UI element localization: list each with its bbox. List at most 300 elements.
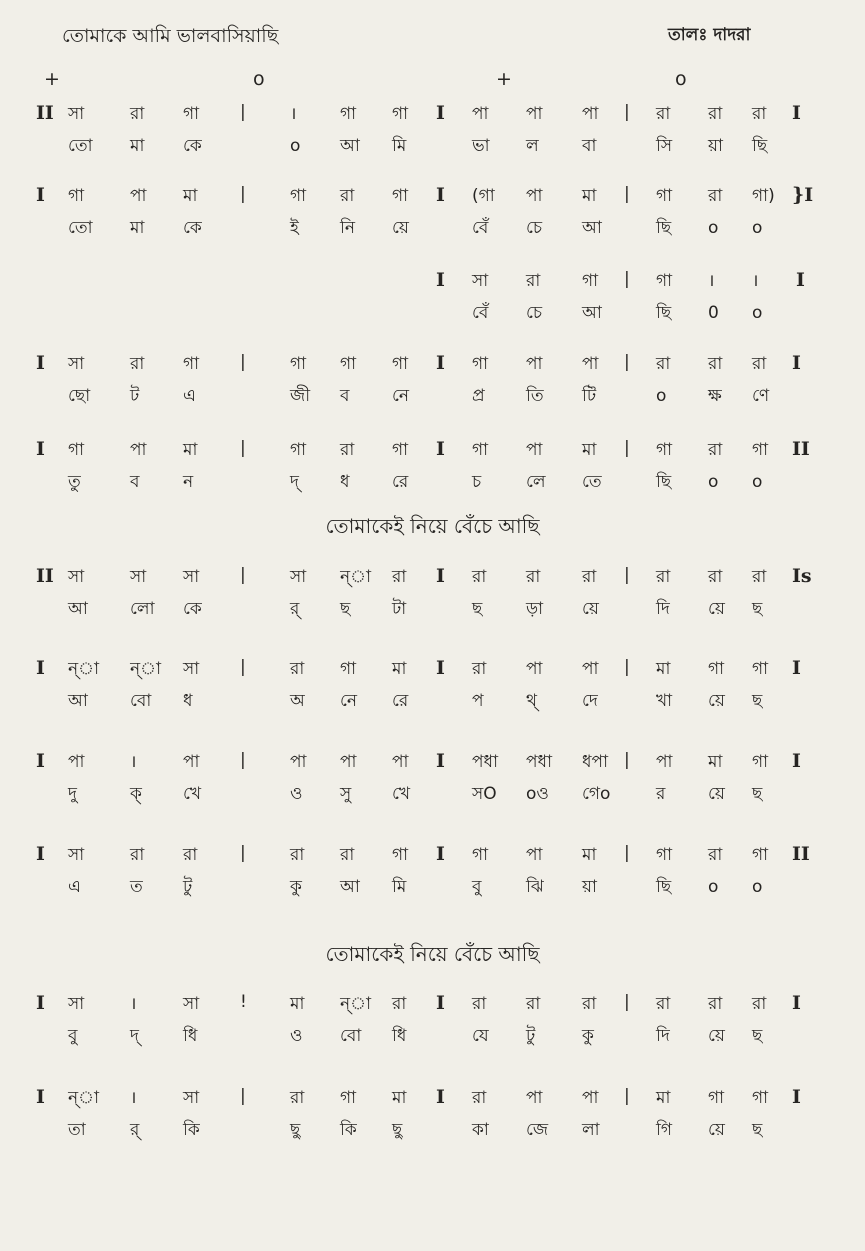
bar-line: | xyxy=(624,352,630,372)
swara-note: রা xyxy=(708,567,723,587)
lyric-syllable: চে xyxy=(526,303,543,323)
lyric-syllable: টি xyxy=(582,386,597,406)
lyric-syllable: র্ xyxy=(130,1120,140,1140)
notation-block xyxy=(0,267,865,357)
swara-note: মা xyxy=(656,1088,671,1108)
swara-note: গা xyxy=(392,440,409,460)
swara-note: গা xyxy=(68,440,85,460)
lyric-syllable: গি xyxy=(656,1120,673,1140)
lyric-syllable: তে xyxy=(582,472,602,492)
swara-note: সা xyxy=(183,1088,200,1108)
bar-line: I xyxy=(436,657,445,679)
lyric-syllable: o xyxy=(752,472,763,492)
lyric-syllable: নে xyxy=(392,386,410,406)
swara-note: মা xyxy=(582,186,597,206)
bar-line: I xyxy=(792,1086,801,1108)
swara-note: গা xyxy=(656,186,673,206)
lyric-syllable: ট xyxy=(130,386,140,406)
bar-line: | xyxy=(624,843,630,863)
lyric-syllable: চে xyxy=(526,218,543,238)
notation-block xyxy=(0,748,865,838)
swara-note: রা xyxy=(708,354,723,374)
lyric-syllable: য়ে xyxy=(708,784,725,804)
bar-line: | xyxy=(240,102,246,122)
lyric-syllable: o xyxy=(290,136,301,156)
lyric-syllable: দি xyxy=(656,599,670,619)
swara-note: গা xyxy=(392,186,409,206)
lyric-syllable: o xyxy=(656,386,667,406)
bar-line: | xyxy=(624,102,630,122)
swara-note: রা xyxy=(340,845,355,865)
swara-note: রা xyxy=(130,104,145,124)
lyric-syllable: তি xyxy=(526,386,544,406)
lyric-syllable: ছু xyxy=(290,1120,301,1140)
swara-note: মা xyxy=(582,440,597,460)
swara-note: রা xyxy=(656,104,671,124)
swara-note: ন্া xyxy=(340,994,371,1014)
swara-note: রা xyxy=(340,186,355,206)
swara-note: রা xyxy=(656,567,671,587)
notation-block xyxy=(0,350,865,440)
swara-note: রা xyxy=(130,845,145,865)
lyric-syllable: এ xyxy=(183,386,196,406)
swara-note: রা xyxy=(708,845,723,865)
lyric-syllable: আ xyxy=(582,303,602,323)
swara-note: সা xyxy=(68,104,85,124)
lyric-syllable: ছো xyxy=(68,386,91,406)
lyric-syllable: o xyxy=(708,877,719,897)
bar-line: I xyxy=(36,1086,45,1108)
swara-note: সা xyxy=(68,994,85,1014)
bar-line: II xyxy=(792,843,810,865)
notation-block xyxy=(0,182,865,272)
lyric-syllable: মি xyxy=(392,877,407,897)
bar-line: I xyxy=(796,269,805,291)
lyric-syllable: o xyxy=(752,877,763,897)
lyric-syllable: আ xyxy=(68,599,88,619)
swara-note: মা xyxy=(183,186,198,206)
swara-note: রা xyxy=(130,354,145,374)
swara-note: গা xyxy=(340,354,357,374)
lyric-syllable: ধি xyxy=(183,1026,198,1046)
lyric-syllable: কে xyxy=(183,599,202,619)
bar-line: I xyxy=(36,352,45,374)
bar-line: | xyxy=(240,438,246,458)
lyric-syllable: o xyxy=(752,218,763,238)
lyric-syllable: আ xyxy=(68,691,88,711)
swara-note: পা xyxy=(526,1088,543,1108)
swara-note: । xyxy=(130,994,137,1014)
lyric-syllable: আ xyxy=(340,877,360,897)
swara-note: গা xyxy=(290,354,307,374)
lyric-syllable: টু xyxy=(183,877,193,897)
lyric-syllable: য়ে xyxy=(708,691,725,711)
swara-note: রা xyxy=(392,994,407,1014)
swara-note: মা xyxy=(183,440,198,460)
lyric-syllable: য়া xyxy=(708,136,723,156)
lyric-syllable: জে xyxy=(526,1120,549,1140)
lyric-syllable: ত xyxy=(130,877,143,897)
swara-note: গা xyxy=(708,1088,725,1108)
swara-note: রা xyxy=(582,567,597,587)
swara-note: গা xyxy=(472,440,489,460)
lyric-syllable: কু xyxy=(582,1026,594,1046)
swara-note: গা xyxy=(68,186,85,206)
lyric-syllable: দ্ xyxy=(290,472,299,492)
swara-note: মা xyxy=(582,845,597,865)
swara-note: (গা xyxy=(472,186,495,206)
lyric-syllable: ছ xyxy=(752,691,763,711)
bar-line: | xyxy=(624,184,630,204)
lyric-syllable: সি xyxy=(656,136,673,156)
swara-note: গা xyxy=(472,845,489,865)
swara-note: পা xyxy=(582,659,599,679)
bar-line: | xyxy=(624,438,630,458)
swara-note: সা xyxy=(68,845,85,865)
lyric-syllable: ছ xyxy=(752,784,763,804)
swara-note: গা xyxy=(183,104,200,124)
swara-note: সা xyxy=(183,659,200,679)
swara-note: সা xyxy=(290,567,307,587)
lyric-syllable: আ xyxy=(340,136,360,156)
swara-note: রা xyxy=(526,271,541,291)
lyric-syllable: ধি xyxy=(392,1026,407,1046)
swara-note: রা xyxy=(582,994,597,1014)
bar-line: I xyxy=(792,657,801,679)
lyric-syllable: মা xyxy=(130,136,145,156)
swara-note: রা xyxy=(752,104,767,124)
swara-note: রা xyxy=(290,1088,305,1108)
swara-note: সা xyxy=(68,354,85,374)
lyric-syllable: তো xyxy=(68,218,93,238)
lyric-syllable: য়ে xyxy=(708,599,725,619)
swara-note: গা xyxy=(656,440,673,460)
lyric-syllable: টা xyxy=(392,599,407,619)
bar-line: I xyxy=(436,565,445,587)
swara-note: । xyxy=(752,271,759,291)
swara-note: মা xyxy=(392,1088,407,1108)
lyric-syllable: আ xyxy=(582,218,602,238)
swara-note: সা xyxy=(183,567,200,587)
swara-note: ন্া xyxy=(68,1088,99,1108)
lyric-syllable: ও xyxy=(290,784,303,804)
swara-note: গা xyxy=(752,845,769,865)
swara-note: গা xyxy=(752,659,769,679)
bar-line: I xyxy=(36,992,45,1014)
lyric-syllable: বা xyxy=(582,136,597,156)
swara-note: গা xyxy=(392,104,409,124)
lyric-syllable: o xyxy=(708,218,719,238)
lyric-syllable: লা xyxy=(582,1120,600,1140)
bar-line: | xyxy=(624,657,630,677)
swara-note: পা xyxy=(290,752,307,772)
lyric-syllable: বো xyxy=(340,1026,362,1046)
swara-note: ধপা xyxy=(582,752,608,772)
lyric-syllable: য়ে xyxy=(708,1026,725,1046)
swara-note: গা xyxy=(582,271,599,291)
bar-line: | xyxy=(624,565,630,585)
swara-note: গা) xyxy=(752,186,775,206)
lyric-syllable: বেঁ xyxy=(472,303,489,323)
bar-line: ! xyxy=(240,992,247,1012)
lyric-syllable: o xyxy=(752,303,763,323)
bar-line: | xyxy=(624,1086,630,1106)
lyric-syllable: ঝি xyxy=(526,877,544,897)
lyric-syllable: দি xyxy=(656,1026,670,1046)
lyric-syllable: ই xyxy=(290,218,299,238)
swara-note: পা xyxy=(526,354,543,374)
bar-line: Is xyxy=(792,565,812,587)
bar-line: I xyxy=(792,102,801,124)
swara-note: রা xyxy=(752,567,767,587)
swara-note: গা xyxy=(290,440,307,460)
bar-line: I xyxy=(436,352,445,374)
lyric-syllable: কা xyxy=(472,1120,489,1140)
lyric-syllable: ধ xyxy=(183,691,193,711)
lyric-syllable: টু xyxy=(526,1026,536,1046)
swara-note: সা xyxy=(183,994,200,1014)
lyric-syllable: র্ xyxy=(290,599,300,619)
lyric-syllable: ব xyxy=(130,472,140,492)
swara-note: রা xyxy=(708,104,723,124)
swara-note: গা xyxy=(340,1088,357,1108)
swara-note: গা xyxy=(656,845,673,865)
section-title: তোমাকেই নিয়ে বেঁচে আছি xyxy=(325,514,540,538)
bar-line: }I xyxy=(792,184,814,206)
lyric-syllable: তু xyxy=(68,472,81,492)
swara-note: রা xyxy=(708,994,723,1014)
swara-note: রা xyxy=(752,994,767,1014)
song-title: তোমাকে আমি ভালবাসিয়াছি xyxy=(62,25,279,47)
lyric-syllable: প্র xyxy=(472,386,485,406)
lyric-syllable: কি xyxy=(183,1120,200,1140)
bar-line: I xyxy=(792,992,801,1014)
swara-note: । xyxy=(290,104,297,124)
lyric-syllable: ক্ষ xyxy=(708,386,722,406)
swara-note: রা xyxy=(526,567,541,587)
swara-note: রা xyxy=(708,186,723,206)
swara-note: রা xyxy=(340,440,355,460)
bar-line: I xyxy=(436,438,445,460)
lyric-syllable: ও xyxy=(290,1026,303,1046)
swara-note: পা xyxy=(526,659,543,679)
lyric-syllable: রে xyxy=(392,691,409,711)
lyric-syllable: চ xyxy=(472,472,482,492)
swara-note: পা xyxy=(340,752,357,772)
swara-note: পা xyxy=(130,186,147,206)
beat-mark: + xyxy=(44,68,60,90)
lyric-syllable: দে xyxy=(582,691,598,711)
lyric-syllable: র xyxy=(656,784,666,804)
lyric-syllable: কি xyxy=(340,1120,357,1140)
notation-block xyxy=(0,100,865,190)
notation-block xyxy=(0,563,865,653)
lyric-syllable: য়ে xyxy=(708,1120,725,1140)
swara-note: রা xyxy=(656,354,671,374)
swara-note: গা xyxy=(290,186,307,206)
swara-note: গা xyxy=(392,845,409,865)
notation-block xyxy=(0,990,865,1080)
lyric-syllable: বু xyxy=(472,877,482,897)
lyric-syllable: লে xyxy=(526,472,546,492)
lyric-syllable: যে xyxy=(472,1026,489,1046)
lyric-syllable: সু xyxy=(340,784,352,804)
lyric-syllable: মি xyxy=(392,136,407,156)
swara-note: রা xyxy=(526,994,541,1014)
swara-note: ন্া xyxy=(340,567,371,587)
lyric-syllable: লো xyxy=(130,599,155,619)
taal-label: তালঃ দাদরা xyxy=(668,25,751,45)
swara-note: রা xyxy=(290,845,305,865)
bar-line: I xyxy=(436,843,445,865)
swara-note: গা xyxy=(340,104,357,124)
beat-mark: o xyxy=(675,68,687,90)
lyric-syllable: কে xyxy=(183,136,202,156)
bar-line: | xyxy=(240,1086,246,1106)
swara-note: মা xyxy=(290,994,305,1014)
bar-line: | xyxy=(624,992,630,1012)
lyric-syllable: ণে xyxy=(752,386,770,406)
bar-line: I xyxy=(36,184,45,206)
bar-line: I xyxy=(36,657,45,679)
lyric-syllable: দু xyxy=(68,784,77,804)
bar-line: | xyxy=(240,184,246,204)
swara-note: গা xyxy=(752,440,769,460)
bar-line: | xyxy=(240,352,246,372)
lyric-syllable: নে xyxy=(340,691,358,711)
bar-line: I xyxy=(36,843,45,865)
swara-note: । xyxy=(130,752,137,772)
bar-line: I xyxy=(36,438,45,460)
lyric-syllable: রে xyxy=(392,472,409,492)
swara-note: ন্া xyxy=(130,659,161,679)
lyric-syllable: ব xyxy=(340,386,350,406)
bar-line: | xyxy=(240,565,246,585)
swara-note: পা xyxy=(582,104,599,124)
lyric-syllable: য়ে xyxy=(392,218,409,238)
bar-line: | xyxy=(240,843,246,863)
swara-note: রা xyxy=(183,845,198,865)
lyric-syllable: ছি xyxy=(656,877,672,897)
bar-line: I xyxy=(436,269,445,291)
swara-note: পা xyxy=(526,845,543,865)
bar-line: I xyxy=(792,750,801,772)
lyric-syllable: ছ xyxy=(752,1026,763,1046)
swara-note: পা xyxy=(526,440,543,460)
bar-line: I xyxy=(436,750,445,772)
lyric-syllable: অ xyxy=(290,691,305,711)
lyric-syllable: o xyxy=(708,472,719,492)
lyric-syllable: ল xyxy=(526,136,539,156)
lyric-syllable: দ্ xyxy=(130,1026,139,1046)
notation-block xyxy=(0,841,865,931)
swara-note: পা xyxy=(656,752,673,772)
lyric-syllable: মা xyxy=(130,218,145,238)
swara-note: রা xyxy=(290,659,305,679)
lyric-syllable: ছি xyxy=(656,218,672,238)
swara-note: রা xyxy=(472,567,487,587)
swara-note: মা xyxy=(708,752,723,772)
swara-note: পা xyxy=(472,104,489,124)
swara-note: । xyxy=(708,271,715,291)
lyric-syllable: ধ xyxy=(340,472,350,492)
lyric-syllable: বো xyxy=(130,691,152,711)
lyric-syllable: কু xyxy=(290,877,302,897)
swara-note: সা xyxy=(130,567,147,587)
swara-note: রা xyxy=(472,1088,487,1108)
notation-block xyxy=(0,1084,865,1174)
bar-line: | xyxy=(624,269,630,289)
lyric-syllable: নি xyxy=(340,218,356,238)
swara-note: রা xyxy=(656,994,671,1014)
lyric-syllable: এ xyxy=(68,877,81,897)
lyric-syllable: য়া xyxy=(582,877,597,897)
swara-note: পা xyxy=(526,186,543,206)
swara-note: রা xyxy=(472,994,487,1014)
swara-note: গা xyxy=(708,659,725,679)
lyric-syllable: খে xyxy=(392,784,411,804)
swara-note: পা xyxy=(582,1088,599,1108)
swara-note: পধা xyxy=(472,752,498,772)
bar-line: | xyxy=(624,750,630,770)
lyric-syllable: খে xyxy=(183,784,202,804)
swara-note: মা xyxy=(392,659,407,679)
lyric-syllable: ছি xyxy=(752,136,768,156)
bar-line: | xyxy=(240,750,246,770)
bar-line: I xyxy=(36,750,45,772)
lyric-syllable: ছু xyxy=(392,1120,403,1140)
notation-block xyxy=(0,436,865,526)
swara-note: রা xyxy=(708,440,723,460)
lyric-syllable: ক্ xyxy=(130,784,142,804)
swara-note: পা xyxy=(183,752,200,772)
swara-note: পা xyxy=(130,440,147,460)
swara-note: পা xyxy=(68,752,85,772)
swara-note: গা xyxy=(472,354,489,374)
swara-note: সা xyxy=(68,567,85,587)
lyric-syllable: ড়া xyxy=(526,599,544,619)
bar-line: II xyxy=(792,438,810,460)
lyric-syllable: ছ xyxy=(752,1120,763,1140)
lyric-syllable: সO xyxy=(472,784,497,804)
lyric-syllable: ছ xyxy=(340,599,351,619)
lyric-syllable: 0 xyxy=(708,303,719,323)
swara-note: গা xyxy=(656,271,673,291)
lyric-syllable: য়ে xyxy=(582,599,599,619)
swara-note: রা xyxy=(472,659,487,679)
lyric-syllable: খা xyxy=(656,691,673,711)
swara-note: রা xyxy=(752,354,767,374)
lyric-syllable: তা xyxy=(68,1120,86,1140)
swara-note: গা xyxy=(183,354,200,374)
beat-mark: o xyxy=(253,68,265,90)
swara-note: পা xyxy=(392,752,409,772)
section-title: তোমাকেই নিয়ে বেঁচে আছি xyxy=(325,942,540,966)
lyric-syllable: জী xyxy=(290,386,311,406)
lyric-syllable: তো xyxy=(68,136,93,156)
bar-line: I xyxy=(792,352,801,374)
lyric-syllable: বেঁ xyxy=(472,218,489,238)
lyric-syllable: oও xyxy=(526,784,549,804)
lyric-syllable: ছি xyxy=(656,303,672,323)
swara-note: গা xyxy=(752,1088,769,1108)
bar-line: I xyxy=(436,1086,445,1108)
bar-line: | xyxy=(240,657,246,677)
lyric-syllable: ন xyxy=(183,472,194,492)
swara-note: সা xyxy=(472,271,489,291)
bar-line: II xyxy=(36,102,54,124)
swara-note: গা xyxy=(752,752,769,772)
